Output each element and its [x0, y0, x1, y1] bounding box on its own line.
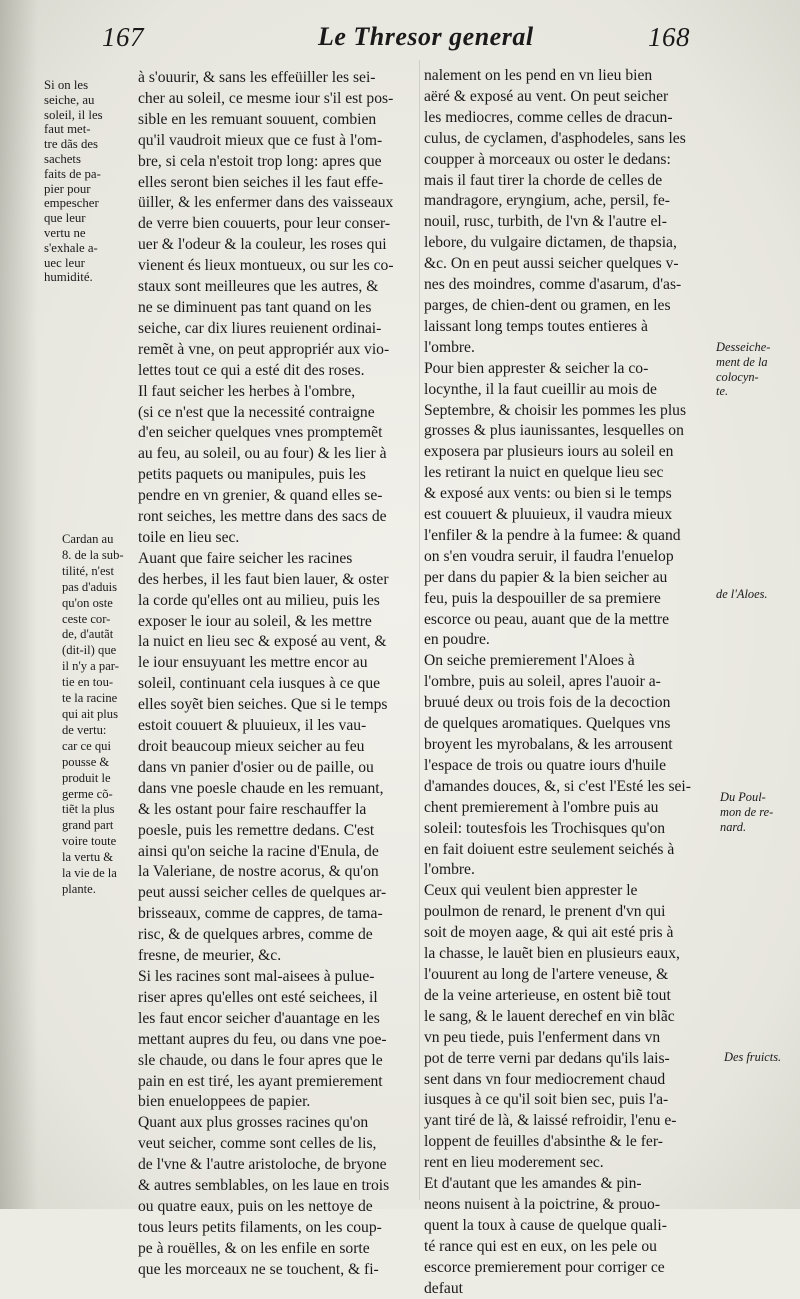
margin-note-line: sachets [44, 151, 81, 166]
paragraph [424, 881, 714, 1174]
text-line: de quelques aromatiques. Quelques vns [424, 715, 671, 733]
margin-note-aloes [716, 587, 800, 602]
text-line: locynthe, il la faut cueillir au mois de [424, 380, 657, 398]
text-line: laissant long temps toutes entieres à [424, 317, 648, 335]
text-line: que les morceaux ne se touchent, & fi- [138, 1260, 379, 1278]
right-text-column [424, 66, 714, 1299]
text-line: pot de terre verni par dedans qu'ils lais- [424, 1049, 670, 1067]
text-line: té rance qui est en eux, on les pele ou [424, 1237, 657, 1255]
text-line: Auant que faire seicher les racines [138, 549, 353, 567]
page-number-left: 167 [102, 22, 144, 52]
text-line: estoit couuert & pluuieux, il les vau- [138, 717, 367, 735]
text-line: droit beaucoup mieux seicher au feu [138, 738, 365, 755]
text-line: nouil, rusc, turbith, de l'vn & l'autre el- [424, 213, 667, 231]
text-line: riser apres qu'elles ont esté seichees, il [138, 988, 378, 1006]
text-line: des herbes, il les faut bien lauer, & oster [138, 570, 389, 588]
margin-note-line: il n'y a par- [62, 659, 119, 674]
text-line: l'ombre, puis au soleil, apres l'auoir a- [424, 673, 661, 691]
text-line: poesle, puis les remettre dedans. C'est [138, 821, 375, 839]
margin-note-line: que leur [44, 211, 86, 226]
margin-note-poulmon [720, 790, 800, 834]
text-line: quent la toux à cause de quelque quali- [424, 1216, 667, 1234]
text-line: fresne, de meurier, &c. [138, 947, 282, 965]
text-line: soleil, continuant cela iusques à ce que [138, 675, 381, 693]
margin-note-line: ceste cor- [62, 611, 111, 626]
text-line: la Valeriane, de nostre acorus, & qu'on [138, 863, 379, 881]
text-line: coupper à morceaux ou oster le dedans: [424, 150, 671, 168]
text-line: Et d'autant que les amandes & pin- [424, 1175, 642, 1193]
margin-note-line: empescher [44, 196, 99, 211]
text-line: escorce ou peau, auant que de la mettre [424, 610, 670, 628]
left-text-column [138, 68, 415, 1281]
text-line: bien enueloppees de papier. [138, 1093, 311, 1111]
text-line: seiche, car dix liures reuienent ordinai- [138, 319, 382, 337]
text-line: pendre en vn grenier, & quand elles se- [138, 487, 383, 505]
text-line: d'amandes douces, &, si c'est l'Esté les sei- [424, 777, 691, 795]
text-line: ainsi qu'on seiche la racine d'Enula, de [138, 842, 379, 860]
text-line: l'enfiler & la pendre à la fumee: & quand [424, 526, 681, 544]
margin-note-colocynte [716, 340, 796, 399]
text-line: en poudre. [424, 631, 490, 649]
text-line: & autres semblables, on les laue en trois [138, 1177, 390, 1195]
margin-note-line: pousse & [62, 754, 110, 769]
margin-note-line: produit le [62, 770, 111, 785]
text-line: rent en lieu moderement sec. [424, 1154, 604, 1172]
margin-note-line: humidité. [44, 270, 93, 285]
margin-note-line: tie en tou- [62, 675, 114, 690]
paragraph [424, 66, 714, 359]
margin-note-fruicts [724, 1050, 800, 1065]
text-line: les faut encor seicher d'auantage en les [138, 1009, 380, 1027]
margin-note-line: Du Poul- [720, 790, 766, 804]
text-line: lettes tout ce qui a esté dit des roses. [138, 361, 365, 379]
paragraph [424, 359, 714, 652]
text-line: (si ce n'est que la necessité contraigne [138, 403, 375, 421]
paragraph [424, 1174, 714, 1299]
text-line: Il faut seicher les herbes à l'ombre, [138, 382, 356, 400]
text-line: Septembre, & choisir les pommes les plus [424, 401, 687, 419]
margin-note-sachets [44, 78, 136, 285]
text-line: peut aussi seicher celles de quelques ar- [138, 884, 387, 902]
text-line: la chasse, le lauẽt bien en plusieurs eaux, [424, 945, 680, 963]
text-line: neons nuisent à la poictrine, & prouo- [424, 1195, 661, 1213]
text-line: parges, de chien-dent ou gramen, en les [424, 296, 671, 314]
text-line: bre, si cela n'estoit trop long: apres que [138, 152, 382, 170]
text-line: & exposé aux vents: ou bien si le temps [424, 485, 672, 503]
text-line: nalement on les pend en vn lieu bien [424, 67, 653, 84]
margin-note-line: Si on les [44, 78, 89, 92]
margin-note-line: car ce qui [62, 738, 111, 753]
text-line: l'ombre. [424, 338, 475, 356]
text-line: sible en les remuant souuent, combien [138, 110, 377, 128]
margin-note-line: pier pour [44, 181, 91, 196]
text-line: defaut [424, 1279, 463, 1297]
text-line: pe à rouëlles, & on les enfile en sorte [138, 1239, 370, 1257]
text-line: &c. On en peut aussi seicher quelques v- [424, 255, 679, 273]
text-line: iusques à ce qu'il soit bien sec, puis l'a- [424, 1091, 669, 1109]
text-line: ou quatre eaux, puis on les nettoye de [138, 1197, 373, 1215]
paragraph [138, 382, 415, 549]
text-line: soit de moyen aage, & qui ait esté pris à [424, 924, 674, 942]
text-line: brisseaux, comme de cappres, de tama- [138, 905, 383, 923]
margin-note-line: voire toute [62, 834, 117, 849]
text-line: d'en seicher quelques vnes promptemẽt [138, 424, 383, 442]
text-line: poulmon de renard, le prenent d'vn qui [424, 903, 666, 921]
text-line: exposer le iour au soleil, & les mettre [138, 612, 372, 630]
text-line: Quant aux plus grosses racines qu'on [138, 1114, 369, 1132]
margin-note-line: tre dãs des [44, 137, 99, 152]
margin-note-line: plante. [62, 881, 96, 896]
text-line: de l'vne & l'autre aristoloche, de bryone [138, 1156, 387, 1174]
text-line: bruué deux ou trois fois de la decoction [424, 694, 671, 712]
text-line: remẽt à vne, on peut appropriér aux vio- [138, 340, 390, 358]
margin-note-line: Des fruicts. [724, 1050, 782, 1064]
text-line: feu, puis la despouiller de sa premiere [424, 589, 661, 607]
text-line: elles soyẽt bien seiches. Que si le temps [138, 696, 388, 714]
text-line: on s'en voudra seruir, il faudra l'enuelop [424, 547, 674, 565]
margin-note-line: la vertu & [62, 850, 114, 865]
margin-note-line: de vertu: [62, 722, 107, 737]
text-line: Si les racines sont mal-aisees à pulue- [138, 967, 375, 985]
margin-note-line: te. [716, 384, 729, 399]
text-line: la nuict en lieu sec & exposé au vent, & [138, 633, 387, 651]
text-line: dans vne poesle chaude en les remuant, [138, 779, 384, 797]
margin-note-line: ment de la [716, 354, 768, 369]
text-line: mais il faut tirer la chorde de celles de [424, 171, 663, 189]
margin-note-line: nard. [720, 819, 747, 834]
margin-note-line: 8. de la sub- [62, 547, 124, 562]
text-line: aëré & exposé au vent. On peut seicher [424, 87, 669, 105]
text-line: mettant aupres du feu, ou dans vne poe- [138, 1030, 387, 1048]
text-line: Ceux qui veulent bien apprester le [424, 882, 638, 900]
text-line: l'ouurent au long de l'artere veneuse, & [424, 965, 669, 983]
margin-note-line: de l'Aloes. [716, 587, 768, 601]
margin-note-line: de, d'autãt [62, 627, 114, 642]
text-line: uer & l'odeur & la couleur, les roses qui [138, 236, 387, 254]
text-line: veut seicher, comme sont celles de lis, [138, 1135, 377, 1153]
text-line: à s'ouurir, & sans les effeüiller les sei- [138, 69, 376, 86]
text-line: en fait doiuent estre seulement seichés à [424, 840, 675, 858]
text-line: mandragore, eryngium, ache, persil, fe- [424, 192, 670, 210]
text-line: l'espace de trois ou quatre iours d'huile [424, 756, 667, 774]
text-line: la corde qu'elles ont au milieu, puis les [138, 591, 380, 609]
text-line: le sang, & le lauent derechef en vin blãc [424, 1007, 675, 1025]
margin-note-line: vertu ne [44, 225, 86, 240]
page-gutter-shadow [0, 0, 38, 1209]
paragraph [138, 1113, 415, 1280]
text-line: ne se diminuent pas tant quand on les [138, 298, 372, 316]
text-line: exposera par plusieurs iours au soleil en [424, 443, 674, 461]
text-line: soleil: toutesfois les Trochisques qu'on [424, 819, 666, 837]
margin-note-line: soleil, il les [44, 107, 103, 122]
text-line: ront seiches, les mettre dans des sacs de [138, 508, 387, 526]
text-line: qu'il vaudroit mieux que ce fust à l'om- [138, 131, 383, 149]
paragraph [138, 549, 415, 967]
margin-note-cardan [62, 532, 140, 898]
margin-note-line: seiche, au [44, 92, 95, 107]
text-line: üiller, & les enfermer dans des vaisseaux [138, 194, 394, 212]
margin-note-line: qu'on oste [62, 595, 113, 610]
margin-note-line: tilité, n'est [62, 563, 114, 578]
text-line: pain en est tiré, les ayant premierement [138, 1072, 383, 1090]
text-line: loppent de feuilles d'absinthe & le fer- [424, 1133, 663, 1151]
text-line: On seiche premierement l'Aloes à [424, 652, 635, 670]
text-line: de verre bien couuerts, pour leur conser- [138, 215, 391, 233]
margin-note-line: colocyn- [716, 369, 759, 384]
text-line: escorce premierement pour corriger ce [424, 1258, 665, 1276]
margin-note-line: (dit-il) que [62, 643, 117, 658]
margin-note-line: s'exhale a- [44, 240, 98, 255]
text-line: petits paquets ou manipules, puis les [138, 466, 366, 484]
text-line: culus, de cyclamen, d'asphodeles, sans les [424, 129, 686, 147]
margin-note-line: uec leur [44, 255, 85, 270]
text-line: Pour bien apprester & seicher la co- [424, 359, 649, 377]
text-line: sent dans vn four mediocrement chaud [424, 1070, 666, 1088]
paragraph [138, 967, 415, 1113]
margin-note-line: Desseiche- [716, 340, 771, 354]
text-line: per dans du papier & la bien seicher au [424, 568, 668, 586]
text-line: & les ostant pour faire reschauffer la [138, 800, 367, 818]
text-line: elles seront bien seiches il les faut effe- [138, 173, 384, 191]
text-line: vienent és lieux montueux, ou sur les co- [138, 257, 394, 275]
margin-note-line: Cardan au [62, 532, 114, 546]
margin-note-line: grand part [62, 818, 114, 833]
margin-note-line: te la racine [62, 691, 118, 706]
text-line: toile en lieu sec. [138, 528, 240, 546]
paragraph [138, 68, 415, 382]
margin-note-line: la vie de la [62, 866, 117, 881]
text-line: le iour ensuyuant les mettre encor au [138, 654, 368, 672]
margin-note-line: mon de re- [720, 804, 774, 819]
column-separator [419, 60, 420, 1200]
text-line: sle chaude, ou dans le four apres que le [138, 1051, 383, 1069]
text-line: tous leurs petits filaments, on les coup- [138, 1218, 382, 1236]
text-line: grosses & plus iaunissantes, lesquelles on [424, 422, 684, 440]
text-line: les retirant la nuict en quelque lieu sec [424, 464, 664, 482]
text-line: risc, & de quelques arbres, comme de [138, 926, 373, 944]
margin-note-line: faut met- [44, 122, 91, 137]
text-line: l'ombre. [424, 861, 475, 879]
running-title: Le Thresor general [318, 22, 534, 51]
margin-note-line: pas d'aduis [62, 579, 118, 594]
text-line: est couuert & pluuieux, il vaudra mieux [424, 506, 673, 524]
margin-note-line: tiẽt la plus [62, 802, 115, 817]
text-line: dans vn panier d'osier ou de paille, ou [138, 758, 374, 776]
text-line: au feu, au soleil, ou au four) & les lier à [138, 445, 387, 463]
margin-note-line: qui ait plus [62, 706, 118, 721]
text-line: lebore, du vulgaire dictamen, de thapsia, [424, 234, 677, 252]
text-line: vn peu tiede, puis l'enferment dans vn [424, 1028, 661, 1046]
margin-note-line: germe cõ- [62, 786, 113, 801]
margin-note-line: faits de pa- [44, 166, 101, 181]
text-line: yant tiré de là, & laissé refroidir, l'enu e- [424, 1112, 677, 1130]
paragraph [424, 651, 714, 881]
text-line: broyent les myrobalans, & les arrousent [424, 736, 673, 753]
text-line: les mediocres, comme celles de dracun- [424, 108, 673, 126]
text-line: cher au soleil, ce mesme iour s'il est pos- [138, 89, 394, 107]
text-line: staux sont meilleures que les autres, & [138, 278, 379, 296]
text-line: nes des moindres, comme d'asarum, d'as- [424, 276, 682, 294]
page-number-right: 168 [648, 22, 690, 52]
text-line: de la veine arterieuse, en ostent biẽ tout [424, 986, 671, 1004]
text-line: chent premierement à l'ombre puis au [424, 798, 659, 816]
